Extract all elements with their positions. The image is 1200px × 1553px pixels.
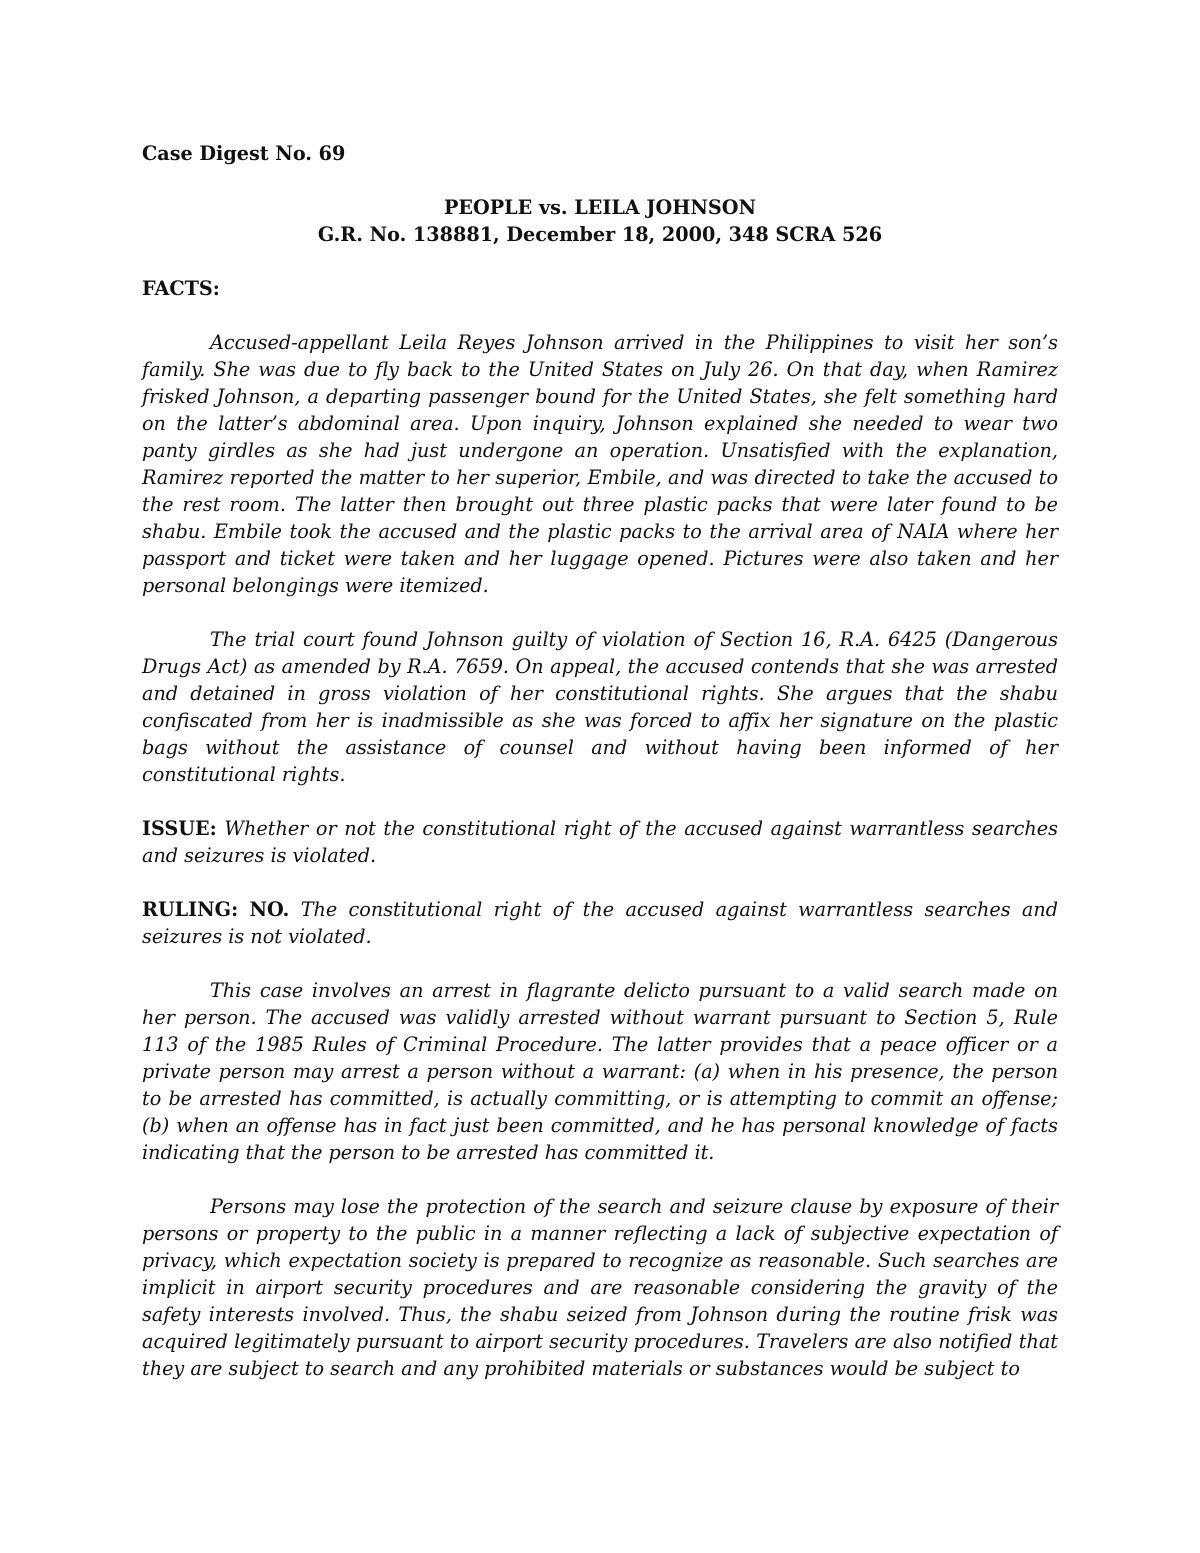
ruling-paragraph-1: This case involves an arrest in flagrante delicto pursuant to a valid search made on her person. The accused was validly arrested without warrant pursuant to Section 5, Rule 113 of the 1985 Rules of Criminal Procedure. The latter provides that a peace officer or a private person may arrest a person without a warrant: (a) when in his presence, the person to be arrested has committed, is actually committing, or is attempting to commit an offense; (b) when an offense has in fact just been committed, and he has personal knowledge of facts indicating that the person to be arrested has committed it. <box>142 979 1058 1164</box>
facts-paragraph-2: The trial court found Johnson guilty of violation of Section 16, R.A. 6425 (Dangerous Drugs Act) as amended by R.A. 7659. On appeal, the accused contends that she was arrested and detained in gross violation of her constitutional rights. She argues that the shabu confiscated from her is inadmissible as she was forced to affix her signature on the plastic bags without the assistance of counsel and without having been informed of her constitutional rights. <box>142 628 1058 786</box>
case-citation: G.R. No. 138881, December 18, 2000, 348 SCRA 526 <box>317 223 883 246</box>
ruling-paragraph-2: Persons may lose the protection of the search and seizure clause by exposure of their persons or property to the public in a manner reflecting a lack of subjective expectation of privacy, which expectation society is prepared to recognize as reasonable. Such searches are implicit in airport security procedures and are reasonable considering the gravity of the safety interests involved. Thus, the shabu seized from Johnson during the routine frisk was acquired legitimately pursuant to airport security procedures. Travelers are also notified that they are subject to search and any prohibited materials or substances would be subject to <box>142 1195 1058 1380</box>
ruling-section <box>142 896 1058 950</box>
ruling-label: RULING: <box>142 898 239 921</box>
case-title-block <box>142 194 1058 248</box>
digest-number-heading: Case Digest No. 69 <box>142 142 346 165</box>
facts-heading: FACTS: <box>142 277 220 300</box>
issue-section <box>142 815 1058 869</box>
issue-label: ISSUE: <box>142 817 217 840</box>
issue-text: Whether or not the constitutional right of the accused against warrantless searches and seizures is violated. <box>142 817 1058 867</box>
document-page <box>142 140 1058 1382</box>
case-title: PEOPLE vs. LEILA JOHNSON <box>443 196 757 219</box>
facts-paragraph-1: Accused-appellant Leila Reyes Johnson arrived in the Philippines to visit her son’s family. She was due to fly back to the United States on July 26. On that day, when Ramirez frisked Johnson, a departing passenger bound for the United States, she felt something hard on the latter’s abdominal area. Upon inquiry, Johnson explained she needed to wear two panty girdles as she had just undergone an operation. Unsatisfied with the explanation, Ramirez reported the matter to her superior, Embile, and was directed to take the accused to the rest room. The latter then brought out three plastic packs that were later found to be shabu. Embile took the accused and the plastic packs to the arrival area of NAIA where her passport and ticket were taken and her luggage opened. Pictures were also taken and her personal belongings were itemized. <box>142 331 1058 597</box>
ruling-text: The constitutional right of the accused against warrantless searches and seizures is not violated. <box>142 898 1058 948</box>
ruling-answer: NO. <box>249 898 290 921</box>
